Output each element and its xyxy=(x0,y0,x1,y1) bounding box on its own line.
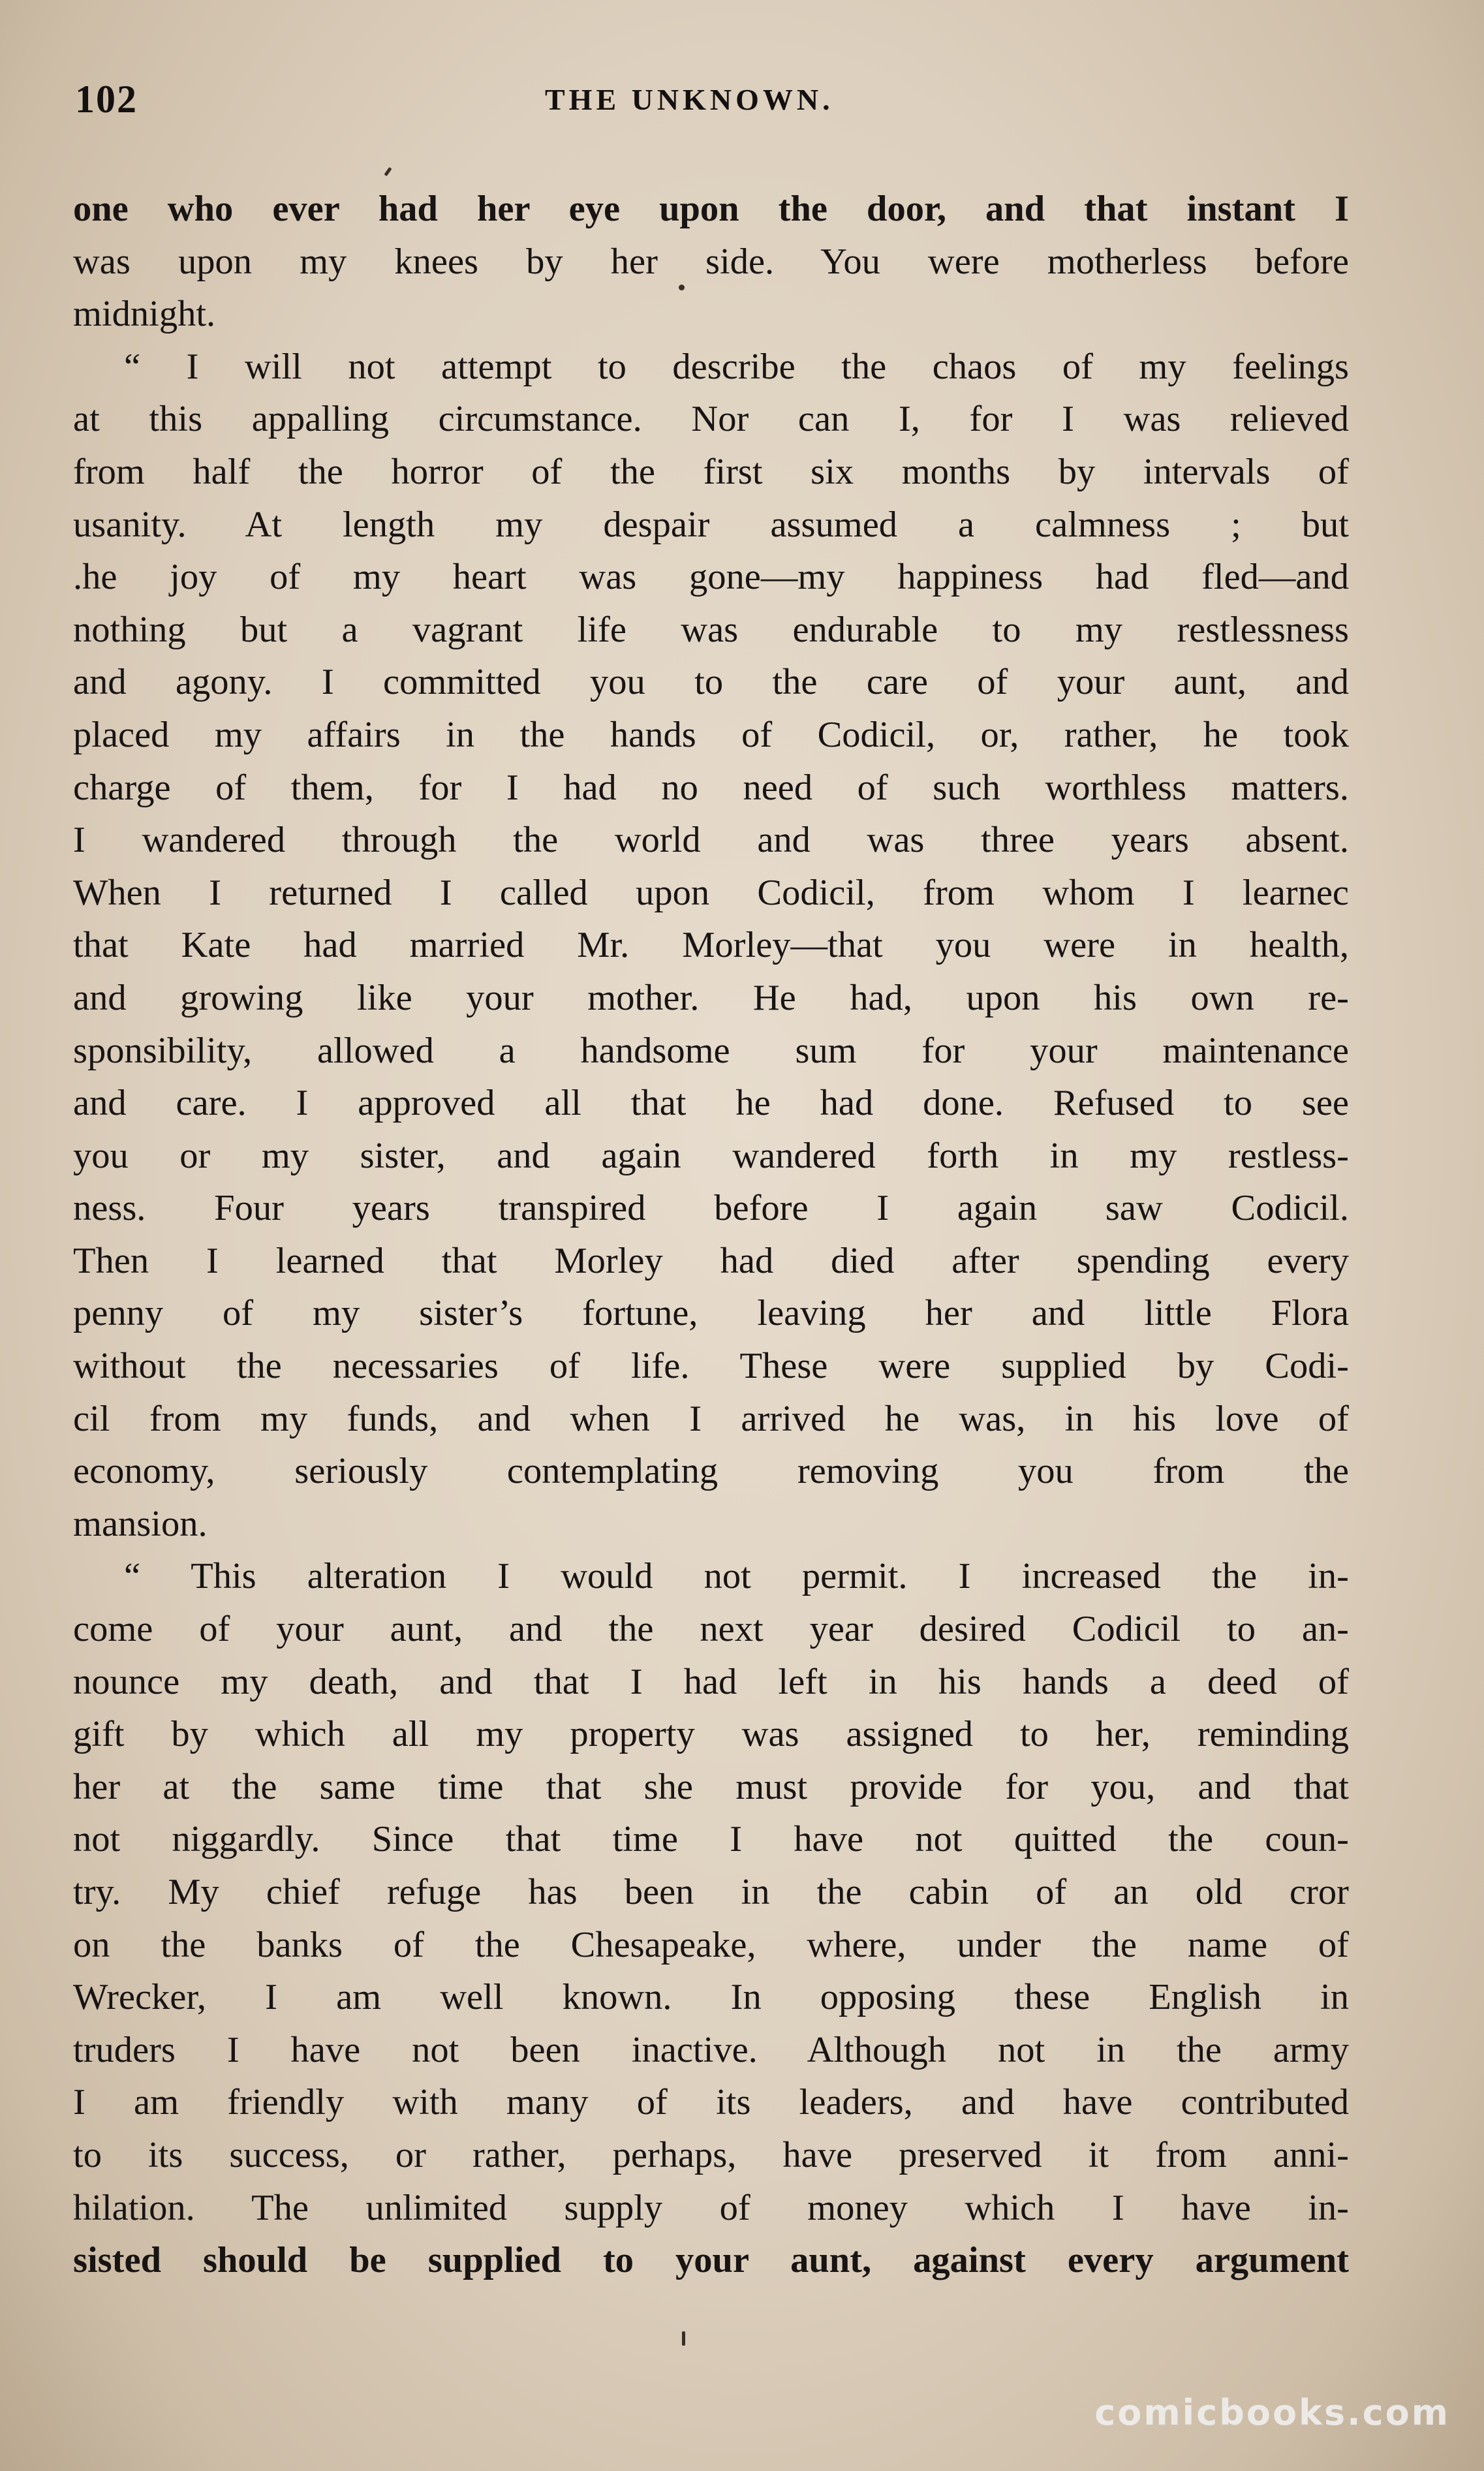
page-number: 102 xyxy=(75,78,138,121)
running-title: THE UNKNOWN. xyxy=(545,83,834,116)
text-line: from half the horror of the first six months by intervals of xyxy=(73,451,1349,492)
text-line: Wrecker, I am well known. In opposing these English in xyxy=(73,1977,1349,2018)
text-line: usanity. At length my despair assumed a calmness ; but xyxy=(73,504,1349,545)
text-line: come of your aunt, and the next year desired Codicil to an- xyxy=(73,1609,1349,1650)
text-line: was upon my knees by her side. You were motherless before xyxy=(73,241,1349,282)
text-line: cil from my funds, and when I arrived he was, in his love of xyxy=(73,1398,1349,1439)
text-line: nounce my death, and that I had left in his hands a deed of xyxy=(73,1661,1349,1702)
text-line: on the banks of the Chesapeake, where, under the name of xyxy=(73,1924,1349,1965)
watermark-logo: comicbooks.com xyxy=(1094,2392,1450,2433)
body-text xyxy=(73,183,1349,2287)
text-line: to its success, or rather, perhaps, have preserved it from anni- xyxy=(73,2134,1349,2175)
text-line: I am friendly with many of its leaders, and have contributed xyxy=(73,2082,1349,2123)
text-line: ness. Four years transpired before I again saw Codicil. xyxy=(73,1188,1349,1229)
page-header xyxy=(75,77,1354,136)
ink-speck xyxy=(679,285,685,290)
text-line: sisted should be supplied to your aunt, against every argument xyxy=(73,2240,1349,2281)
text-line: without the necessaries of life. These were supplied by Codi- xyxy=(73,1346,1349,1387)
text-line: I wandered through the world and was three years absent. xyxy=(73,820,1349,861)
text-line: mansion. xyxy=(73,1503,208,1544)
text-line: and agony. I committed you to the care of your aunt, and xyxy=(73,662,1349,703)
text-line: economy, seriously contemplating removing you from the xyxy=(73,1451,1349,1492)
text-line: .he joy of my heart was gone—my happiness had fled—and xyxy=(73,557,1349,598)
ink-speck xyxy=(682,2331,685,2346)
text-line: When I returned I called upon Codicil, from whom I learnec xyxy=(73,872,1349,913)
text-line: penny of my sister’s fortune, leaving her and little Flora xyxy=(73,1293,1349,1334)
text-line: that Kate had married Mr. Morley—that you were in health, xyxy=(73,925,1349,966)
text-line: at this appalling circumstance. Nor can I, for I was relieved xyxy=(73,399,1349,440)
ink-speck xyxy=(384,167,392,176)
text-line: one who ever had her eye upon the door, and that instant I xyxy=(73,189,1349,229)
text-line: placed my affairs in the hands of Codicil, or, rather, he took xyxy=(73,714,1349,755)
text-line: her at the same time that she must provide for you, and that xyxy=(73,1766,1349,1807)
text-line: sponsibility, allowed a handsome sum for your maintenance xyxy=(73,1030,1349,1071)
text-line: nothing but a vagrant life was endurable to my restlessness xyxy=(73,609,1349,650)
text-line: “ This alteration I would not permit. I increased the in- xyxy=(124,1556,1349,1597)
text-line: “ I will not attempt to describe the chaos of my feelings xyxy=(124,346,1349,387)
text-line: charge of them, for I had no need of such worthless matters. xyxy=(73,767,1349,808)
text-line: you or my sister, and again wandered forth in my restless- xyxy=(73,1135,1349,1176)
text-line: Then I learned that Morley had died after spending every xyxy=(73,1240,1349,1281)
text-line: truders I have not been inactive. Although not in the army xyxy=(73,2029,1349,2070)
text-line: and care. I approved all that he had done. Refused to see xyxy=(73,1083,1349,1124)
text-line: try. My chief refuge has been in the cabin of an old cror xyxy=(73,1872,1349,1912)
text-line: hilation. The unlimited supply of money which I have in- xyxy=(73,2187,1349,2228)
text-line: and growing like your mother. He had, upon his own re- xyxy=(73,977,1349,1018)
text-line: gift by which all my property was assigned to her, reminding xyxy=(73,1714,1349,1755)
text-line: not niggardly. Since that time I have not quitted the coun- xyxy=(73,1819,1349,1860)
text-line: midnight. xyxy=(73,294,216,335)
